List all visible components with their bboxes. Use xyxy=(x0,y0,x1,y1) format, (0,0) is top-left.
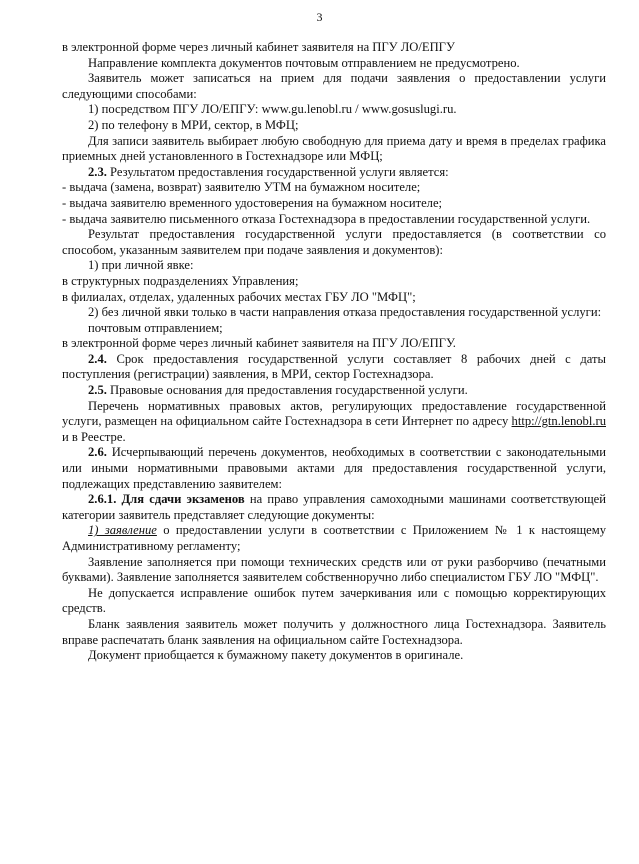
paragraph: в электронной форме через личный кабинет заявителя на ПГУ ЛО/ЕПГУ. xyxy=(62,336,456,351)
section-2-6-1: 2.6.1. Для сдачи экзаменов на право управления самоходными машинами соответствующей категории заявитель представляет следующие документы: xyxy=(62,492,606,522)
section-2-5: 2.5. Правовые основания для предоставления государственной услуги. xyxy=(88,383,468,398)
section-number: 2.4. xyxy=(88,351,107,366)
paragraph: Документ приобщается к бумажному пакету документов в оригинале. xyxy=(88,648,464,663)
paragraph: - выдача заявителю временного удостоверения на бумажном носителе; xyxy=(62,195,443,210)
paragraph: почтовым отправлением; xyxy=(88,320,223,335)
page-number: 3 xyxy=(316,10,323,24)
paragraph: 1) посредством ПГУ ЛО/ЕПГУ: www.gu.lenobl.ru / www.gosuslugi.ru. xyxy=(88,102,457,117)
paragraph: Заявитель может записаться на прием для подачи заявления о предоставлении услуги следующими способами: xyxy=(62,71,606,101)
item-application: 1) заявление о предоставлении услуги в соответствии с Приложением № 1 к настоящему Административному регламенту; xyxy=(62,523,606,553)
section-2-4: 2.4. Срок предоставления государственной услуги составляет 8 рабочих дней с даты поступления (регистрации) заявления, в МРИ, сектор Гостехнадзора. xyxy=(62,351,606,382)
paragraph-with-link: Перечень нормативных правовых актов, регулирующих предоставление государственной услуги, размещен на официальном сайте Гостехнадзора в сети Интернет по адресу http://gtn.lenobl.ru и в Реестре. xyxy=(62,398,606,444)
paragraph: в филиалах, отделах, удаленных рабочих местах ГБУ ЛО "МФЦ"; xyxy=(62,289,416,304)
paragraph: Результат предоставления государственной услуги предоставляется (в соответствии со способом, указанным заявителем при подаче заявления и документов): xyxy=(62,227,606,257)
paragraph: 1) при личной явке: xyxy=(88,258,194,273)
section-heading: 2.6.1. Для сдачи экзаменов xyxy=(88,492,245,507)
document-body xyxy=(62,40,606,664)
paragraph: Не допускается исправление ошибок путем зачеркивания или с помощью корректирующих средств. xyxy=(62,585,606,616)
section-2-6: 2.6. Исчерпывающий перечень документов, необходимых в соответствии с законодательными или иными нормативными правовыми актами для предоставления государственной услуги, подлежащих представлению заявителем: xyxy=(62,445,606,491)
item-label: 1) заявление xyxy=(88,523,157,538)
paragraph: Направление комплекта документов почтовым отправлением не предусмотрено. xyxy=(88,55,520,70)
section-2-3: 2.3. Результатом предоставления государственной услуги является: xyxy=(88,164,449,179)
paragraph: 2) по телефону в МРИ, сектор, в МФЦ; xyxy=(88,117,299,132)
paragraph: - выдача заявителю письменного отказа Гостехнадзора в предоставлении государственной услуги. xyxy=(62,211,591,226)
paragraph: в электронной форме через личный кабинет заявителя на ПГУ ЛО/ЕПГУ xyxy=(62,40,455,54)
paragraph: в структурных подразделениях Управления; xyxy=(62,273,299,288)
website-link[interactable]: http://gtn.lenobl.ru xyxy=(511,414,606,429)
paragraph: - выдача (замена, возврат) заявителю УТМ на бумажном носителе; xyxy=(62,180,421,195)
section-number: 2.5. xyxy=(88,383,107,398)
paragraph: Для записи заявитель выбирает любую свободную для приема дату и время в пределах графика приемных дней установленного в Гостехнадзоре или МФЦ; xyxy=(62,133,606,164)
paragraph: Бланк заявления заявитель может получить у должностного лица Гостехнадзора. Заявитель вправе распечатать бланк заявления на официальном сайте Гостехнадзора. xyxy=(62,616,606,647)
section-number: 2.6. xyxy=(88,445,107,460)
paragraph: 2) без личной явки только в части направления отказа предоставления государственной услуги: xyxy=(88,305,602,320)
paragraph: Заявление заполняется при помощи технических средств или от руки разборчиво (печатными буквами). Заявление заполняется заявителем собственноручно либо специалистом ГБУ ЛО "МФЦ". xyxy=(62,554,606,585)
section-number: 2.3. xyxy=(88,164,107,179)
